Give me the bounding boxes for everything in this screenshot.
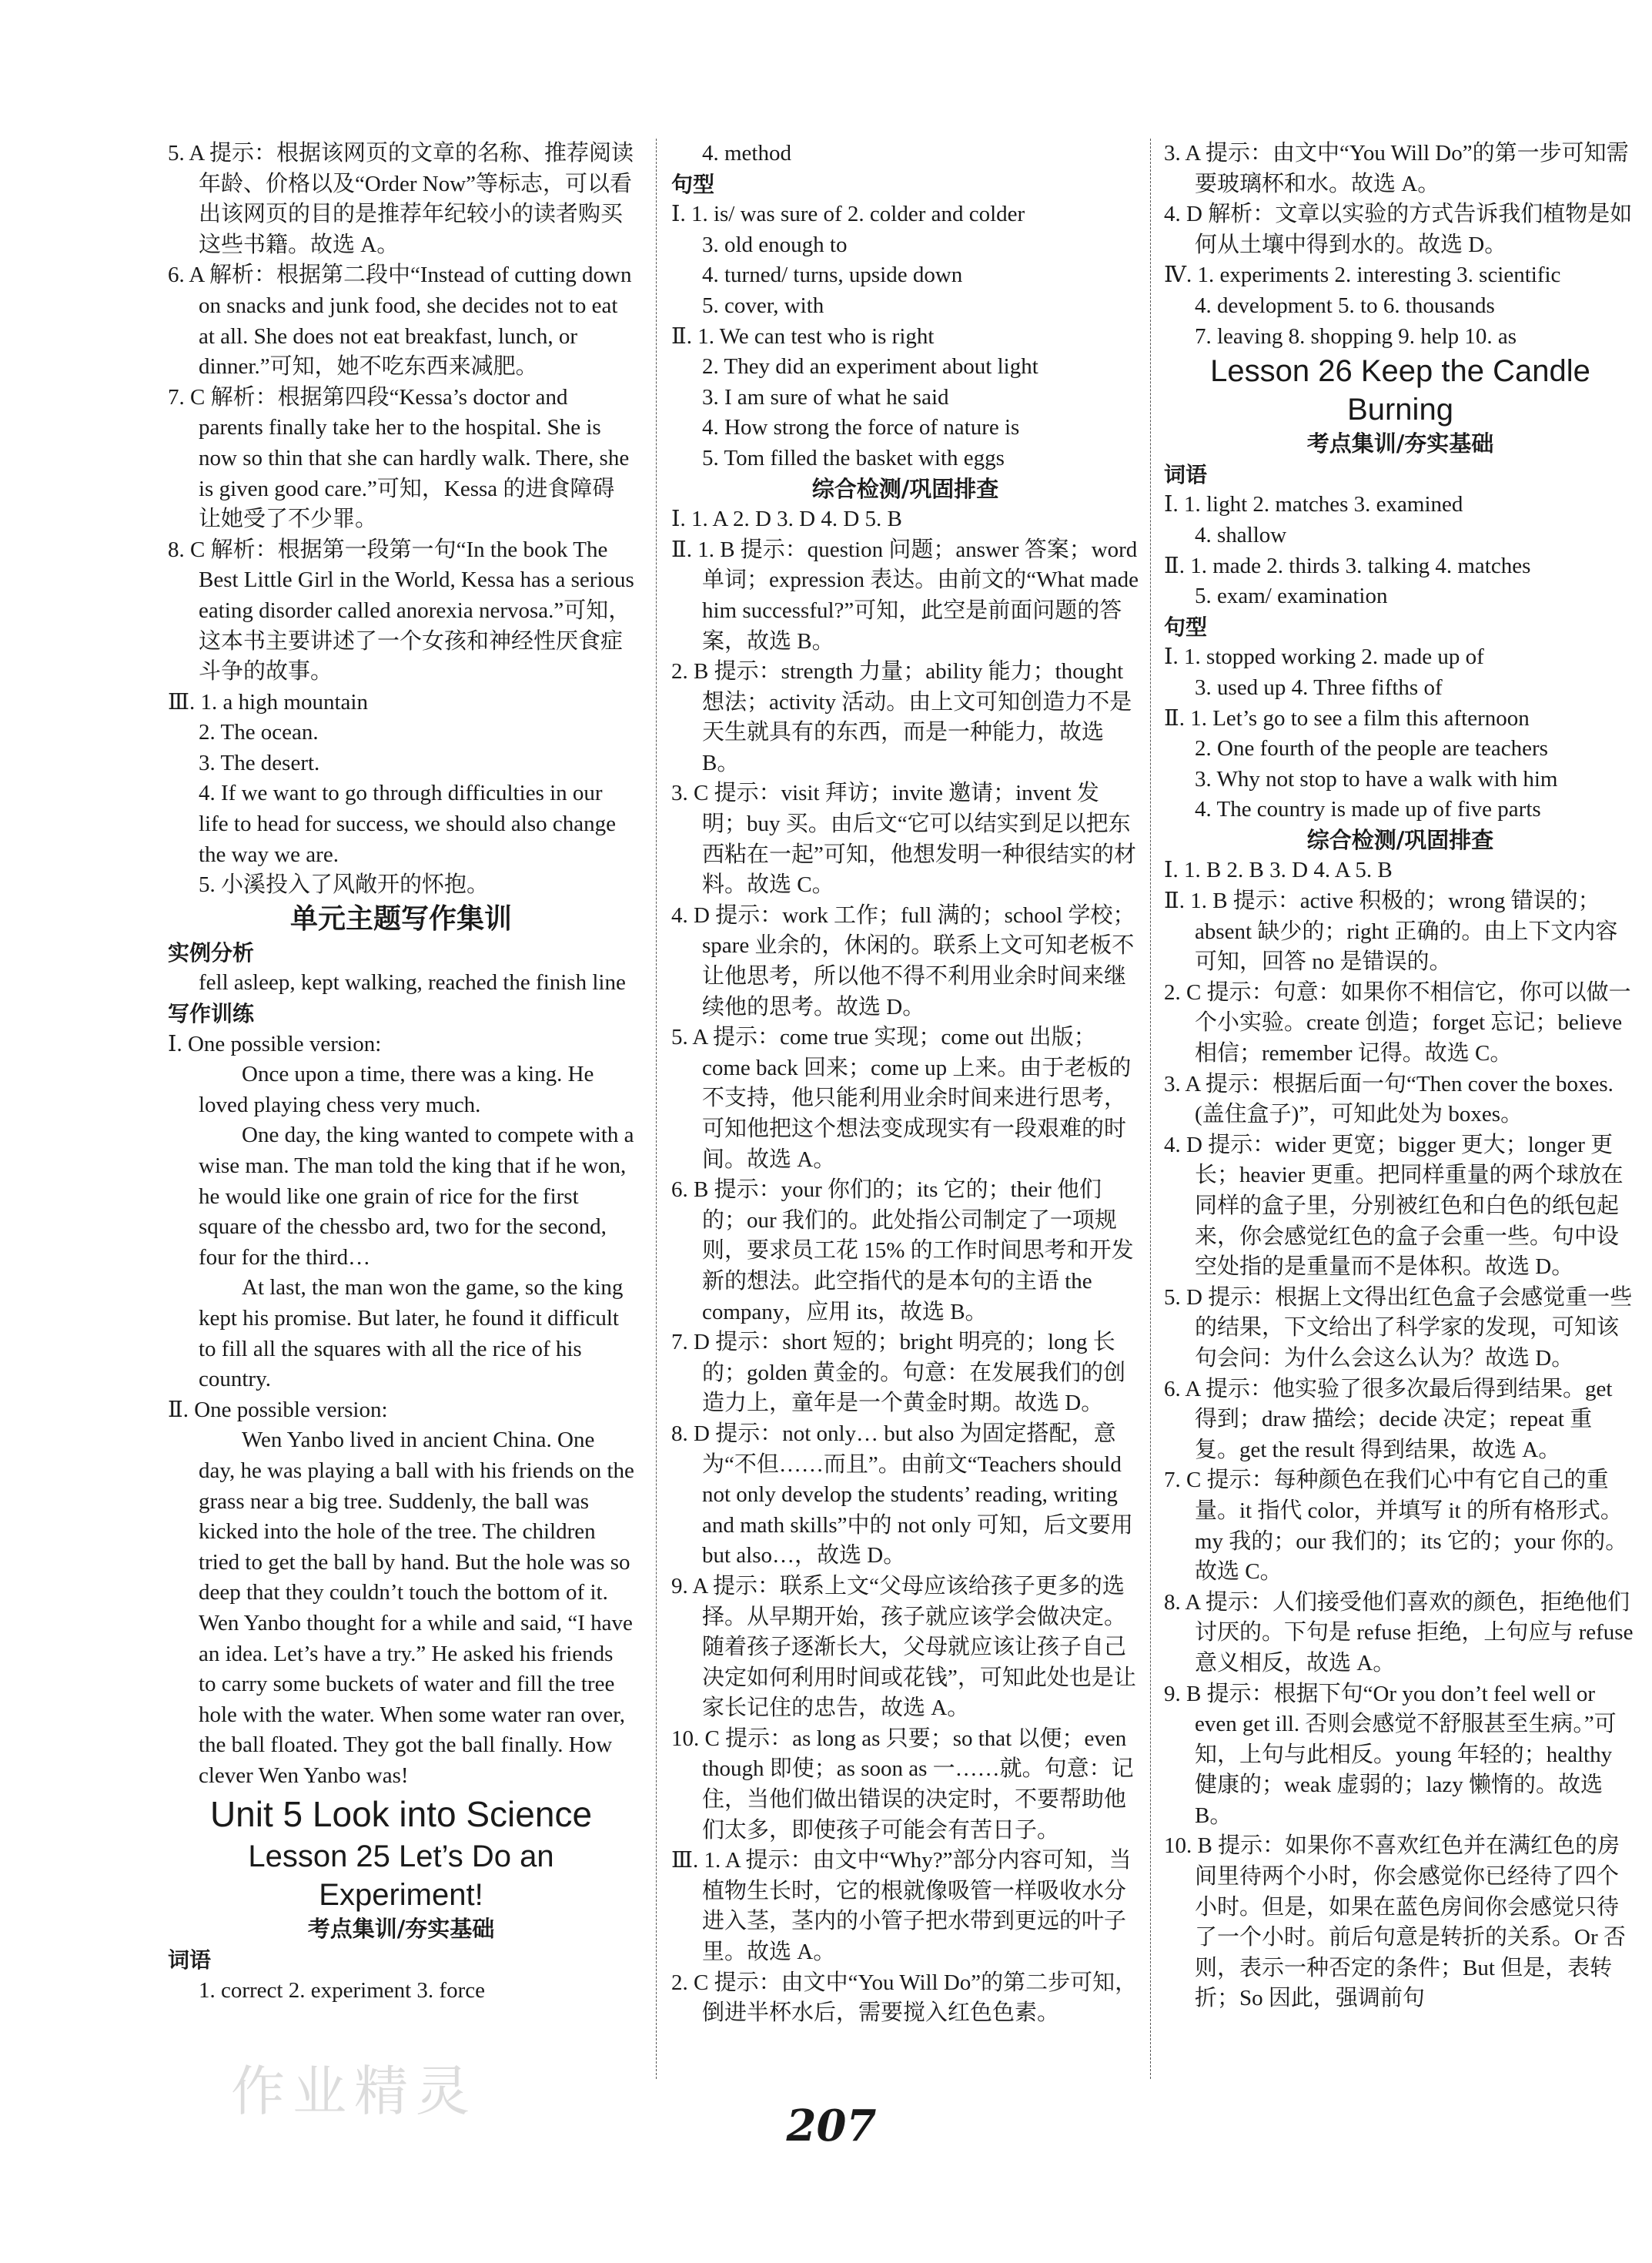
col2-line: 5. cover, with — [702, 293, 824, 318]
col2-line: 3. old enough to — [702, 232, 848, 257]
col2-line: Ⅱ. 1. We can test who is right — [671, 323, 935, 349]
col3-line: 4. shallow — [1195, 522, 1287, 547]
col1-line: 单元主题写作集训 — [289, 902, 512, 935]
watermark: 作业精灵 — [231, 2060, 477, 2123]
col3-line: 4. development 5. to 6. thousands — [1195, 293, 1495, 318]
col1-line: 1. correct 2. experiment 3. force — [199, 1977, 485, 2003]
col3-line: 句型 — [1164, 614, 1208, 640]
col3-line: 9. B 提示：根据下句“Or you don’t feel well or even get ill. 否则会感觉不舒服甚至生病。”可知，上句与此相反。young 年轻的；healthy 健康的；weak 虚弱的；lazy 懒惰的。故选 B。 — [1164, 1681, 1617, 1828]
col2-line: 综合检测/巩固排查 — [811, 475, 999, 502]
col3-line: 考点集训/夯实基础 — [1306, 430, 1494, 457]
col3-line: 词语 — [1164, 461, 1208, 487]
col2-line: 4. turned/ turns, upside down — [702, 263, 963, 288]
col2-line: 9. A 提示：联系上文“父母应该给孩子更多的选择。从早期开始，孩子就应该学会做决定。随着孩子逐渐长大，父母就应该让孩子自己决定如何利用时间或花钱”，可知此处也是让家长记住的忠告，故选 A。 — [671, 1573, 1136, 1721]
col1-line: 考点集训/夯实基础 — [307, 1916, 495, 1943]
col3-line: 3. used up 4. Three fifths of — [1195, 675, 1443, 700]
col2-line: 6. B 提示：your 你们的；its 它的；their 他们的；our 我们的。此处指公司制定了一项规则，要求员工花 15% 的工作时间思考和开发新的想法。此空指代的是本句的主语 the company，应用 its，故选 B。 — [671, 1177, 1134, 1324]
col3-line: 综合检测/巩固排查 — [1306, 826, 1494, 853]
col1-line: Lesson 25 Let’s Do an Experiment! — [248, 1840, 554, 1913]
col1-line: At last, the man won the game, so the king kept his promise. But later, he found it difficult to fill all the squares with all the rice of his country. — [199, 1275, 624, 1392]
col3-line: 4. D 解析：文章以实验的方式告诉我们植物是如何从土壤中得到水的。故选 D。 — [1164, 202, 1633, 257]
col1-line: One day, the king wanted to compete with a wise man. The man told the king that if he won, he would like one grain of rice for the first square of the chessbo ard, two for the second, four for the third… — [199, 1123, 634, 1270]
col3-line: Ⅰ. 1. stopped working 2. made up of — [1164, 644, 1484, 670]
col3-line: Ⅰ. 1. B 2. B 3. D 4. A 5. B — [1164, 858, 1393, 883]
col2-line: 8. D 提示：not only… but also 为固定搭配，意为“不但……而且”。由前文“Teachers should not only develop the students’ reading, writing and math skills”中的 not only 可知，后文要用 but also…，故选 D。 — [671, 1421, 1133, 1568]
col2-line: 4. method — [702, 141, 791, 166]
left-column — [168, 139, 634, 2006]
col2-line: 10. C 提示：as long as 只要；so that 以便；even though 即使；as soon as 一……就。句意：记住，当他们做出错误的决定时，不要帮助他们太多，即使孩子可能会有苦日子。 — [671, 1726, 1134, 1843]
col2-line: Ⅲ. 1. A 提示：由文中“Why?”部分内容可知，当植物生长时，它的根就像吸管一样吸收水分进入茎，茎内的小管子把水带到更远的叶子里。故选 A。 — [671, 1848, 1132, 1965]
col3-line: Lesson 26 Keep the Candle Burning — [1210, 354, 1590, 427]
column-divider — [1150, 139, 1151, 2079]
col3-line: 7. C 提示：每种颜色在我们心中有它自己的重量。it 指代 color，并填写 it 的所有格形式。my 我的；our 我们的；its 它的；your 你的。故选 C。 — [1164, 1468, 1628, 1585]
col2-line: 3. C 提示：visit 拜访；invite 邀请；invent 发明；buy 买。由后文“它可以结实到足以把东西粘在一起”可知，他想发明一种很结实的材料。故选 C。 — [671, 781, 1136, 898]
col2-line: 2. They did an experiment about light — [702, 354, 1038, 380]
col3-line: 7. leaving 8. shopping 9. help 10. as — [1195, 323, 1517, 349]
col3-line: 4. The country is made up of five parts — [1195, 797, 1541, 822]
col3-line: 2. C 提示：句意：如果你不相信它，你可以做一个小实验。create 创造；forget 忘记；believe 相信；remember 记得。故选 C。 — [1164, 979, 1631, 1066]
col3-line: 10. B 提示：如果你不喜欢红色并在满红色的房间里待两个小时，你会感觉你已经待了四个小时。但是，如果在蓝色房间你会感觉只待了一个小时。前后句意是转折的关系。Or 否则，表示一种否定的条件；But 但是，表转折；So 因此，强调前句 — [1164, 1833, 1626, 2011]
col3-line: 3. A 提示：由文中“You Will Do”的第一步可知需要玻璃杯和水。故选 A。 — [1164, 141, 1629, 196]
col1-line: Ⅰ. One possible version: — [168, 1031, 382, 1056]
col1-line: Ⅱ. One possible version: — [168, 1397, 388, 1422]
col1-line: 2. The ocean. — [199, 720, 319, 745]
col3-line: 3. A 提示：根据后面一句“Then cover the boxes.(盖住盒子)”，可知此处为 boxes。 — [1164, 1071, 1614, 1127]
col3-line: 5. exam/ examination — [1195, 584, 1388, 609]
col1-line: 8. C 解析：根据第一段第一句“In the book The Best Little Girl in the World, Kessa has a serious eating disorder called anorexia nervosa.”可知，这本书主要讲述了一个女孩和神经性厌食症斗争的故事。 — [168, 537, 634, 685]
col1-line: Wen Yanbo lived in ancient China. One day, he was playing a ball with his friends on the grass near a big tree. Suddenly, the ball was kicked into the hole of the tree. The children tried to get the ball by hand. But the hole was so deep that they couldn’t touch the bottom of it. Wen Yanbo thought for a while and said, “I have an idea. Let’s have a try.” He asked his friends to carry some buckets of water and fill the tree hole with the water. When some water ran over, the ball floated. They got the ball finally. How clever Wen Yanbo was! — [199, 1428, 634, 1788]
col2-line: 2. B 提示：strength 力量；ability 能力；thought 想法；activity 活动。由上文可知创造力不是天生就具有的东西，而是一种能力，故选 B。 — [671, 659, 1132, 775]
col1-line: Ⅲ. 1. a high mountain — [168, 689, 368, 715]
col1-line: Once upon a time, there was a king. He loved playing chess very much. — [199, 1062, 594, 1117]
col3-line: Ⅱ. 1. B 提示：active 积极的；wrong 错误的；absent 缺少的；right 正确的。由上下文内容可知，回答 no 是错误的。 — [1164, 889, 1618, 975]
col3-line: 3. Why not stop to have a walk with him — [1195, 766, 1558, 792]
column-divider — [656, 139, 657, 2079]
right-column — [1164, 139, 1637, 2014]
col3-line: 2. One fourth of the people are teachers — [1195, 736, 1548, 762]
col1-line: 5. 小溪投入了风敞开的怀抱。 — [199, 872, 490, 898]
page-number: 207 — [786, 2101, 877, 2151]
col3-line: Ⅰ. 1. light 2. matches 3. examined — [1164, 492, 1463, 517]
col3-line: Ⅱ. 1. Let’s go to see a film this afternoon — [1164, 705, 1530, 731]
col1-line: 4. If we want to go through difficulties in our life to head for success, we should also change the way we are. — [199, 781, 616, 867]
col2-line: Ⅱ. 1. B 提示：question 问题；answer 答案；word 单词；expression 表达。由前文的“What made him successful?”可知，此空是前面问题的答案，故选 B。 — [671, 537, 1139, 654]
col2-line: 4. How strong the force of nature is — [702, 415, 1020, 440]
col2-line: Ⅰ. 1. is/ was sure of 2. colder and colder — [671, 202, 1025, 227]
col1-line: Unit 5 Look into Science — [209, 1794, 593, 1835]
col3-line: 6. A 提示：他实验了很多次最后得到结果。get 得到；draw 描绘；decide 决定；repeat 重复。get the result 得到结果，故选 A。 — [1164, 1376, 1613, 1462]
col1-line: 6. A 解析：根据第二段中“Instead of cutting down on snacks and junk food, she decides not to eat at all. She does not eat breakfast, lunch, or dinner.”可知，她不吃东西来减肥。 — [168, 263, 632, 380]
middle-column — [671, 139, 1139, 2029]
col2-line: Ⅰ. 1. A 2. D 3. D 4. D 5. B — [671, 507, 902, 532]
col1-line: 实例分析 — [168, 939, 255, 966]
col3-line: 8. A 提示：人们接受他们喜欢的颜色，拒绝他们讨厌的。下句是 refuse 拒绝，上句应与 refuse 意义相反，故选 A。 — [1164, 1589, 1634, 1675]
col2-line: 2. C 提示：由文中“You Will Do”的第二步可知，倒进半杯水后，需要搅入红色色素。 — [671, 1970, 1138, 2026]
col3-line: 4. D 提示：wider 更宽；bigger 更大；longer 更长；heavier 更重。把同样重量的两个球放在同样的盒子里，分别被红色和白色的纸包起来，你会感觉红色的盒子会重一些。句中设空处指的是重量而不是体积。故选 D。 — [1164, 1132, 1624, 1280]
col2-line: 4. D 提示：work 工作；full 满的；school 学校；spare 业余的，休闲的。联系上文可知老板不让他思考，所以他不得不利用业余时间来继续他的思考。故选 D。 — [671, 902, 1135, 1019]
col1-line: 3. The desert. — [199, 750, 320, 775]
col2-line: 5. Tom filled the basket with eggs — [702, 445, 1005, 470]
col3-line: Ⅱ. 1. made 2. thirds 3. talking 4. matches — [1164, 553, 1531, 578]
col1-line: 7. C 解析：根据第四段“Kessa’s doctor and parents finally take her to the hospital. She is now so thin that she can hardly walk. There, she is given good care.”可知，Kessa 的进食障碍让她受了不少罪。 — [168, 384, 630, 532]
col2-line: 7. D 提示：short 短的；bright 明亮的；long 长的；golden 黄金的。句意：在发展我们的创造力上，童年是一个黄金时期。故选 D。 — [671, 1330, 1126, 1416]
col1-line: 5. A 提示：根据该网页的文章的名称、推荐阅读年龄、价格以及“Order Now”等标志，可以看出该网页的目的是推荐年纪较小的读者购买这些书籍。故选 A。 — [168, 141, 634, 257]
col3-line: Ⅳ. 1. experiments 2. interesting 3. scientific — [1164, 263, 1561, 288]
col2-line: 3. I am sure of what he said — [702, 384, 949, 410]
col1-line: fell asleep, kept walking, reached the finish line — [199, 970, 626, 996]
col2-line: 5. A 提示：come true 实现；come out 出版；come back 回来；come up 上来。由于老板的不支持，他只能利用业余时间来进行思考，可知他把这个想法变成现实有一段艰难的时间。故选 A。 — [671, 1025, 1132, 1172]
col1-line: 写作训练 — [168, 1001, 255, 1027]
col2-line: 句型 — [671, 171, 715, 197]
col1-line: 词语 — [168, 1947, 212, 1973]
col3-line: 5. D 提示：根据上文得出红色盒子会感觉重一些的结果，下文给出了科学家的发现，可知该句会问：为什么会这么认为？故选 D。 — [1164, 1284, 1633, 1371]
